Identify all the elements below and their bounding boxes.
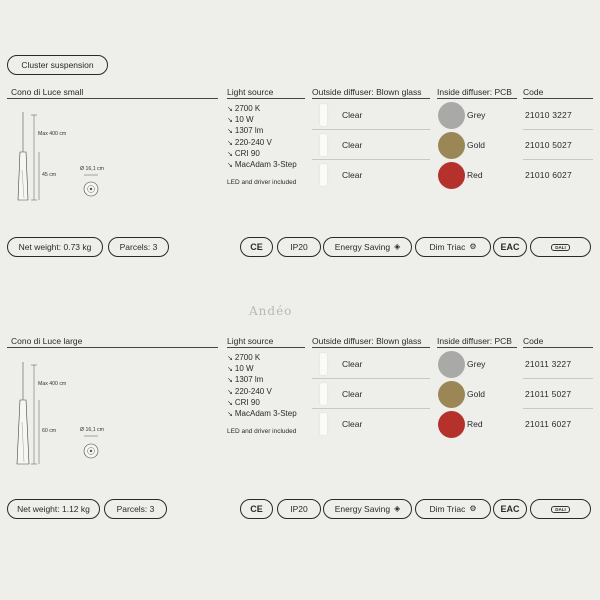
parcels: Parcels: 3 bbox=[116, 504, 155, 514]
pendant-drawing bbox=[14, 110, 114, 210]
grey-swatch bbox=[438, 351, 465, 378]
dali-pill bbox=[530, 499, 591, 519]
diffuser-swatch bbox=[320, 413, 327, 435]
spec-item: ↘ MacAdam 3-Step bbox=[227, 160, 297, 171]
pendant-drawing bbox=[14, 360, 114, 470]
ip-pill bbox=[277, 237, 321, 257]
parcels: Parcels: 3 bbox=[119, 242, 158, 252]
parcels-pill bbox=[104, 499, 167, 519]
spec-item: ↘ 220-240 V bbox=[227, 387, 297, 398]
section-title: Cluster suspension bbox=[21, 60, 94, 70]
ip-rating: IP20 bbox=[290, 504, 308, 514]
gold-swatch bbox=[438, 381, 465, 408]
section-title-pill bbox=[7, 55, 108, 75]
diffuser-swatch bbox=[320, 104, 327, 126]
red-swatch bbox=[438, 162, 465, 189]
red-swatch bbox=[438, 411, 465, 438]
led-driver-note: LED and driver included bbox=[227, 428, 297, 435]
spec-item: ↘ 10 W bbox=[227, 364, 297, 375]
outside-diffuser-value: Clear bbox=[342, 389, 363, 399]
col-rule bbox=[437, 347, 517, 348]
diffuser-swatch bbox=[320, 134, 327, 156]
dim-max-length: Max 400 cm bbox=[38, 131, 67, 137]
grey-swatch bbox=[438, 102, 465, 129]
col-head-light-source: Light source bbox=[227, 336, 274, 346]
col-head-light-source: Light source bbox=[227, 87, 274, 97]
dimmer-icon: ⚙ bbox=[469, 504, 477, 513]
spec-item: ↘ 2700 K bbox=[227, 104, 297, 115]
net-weight: Net weight: 1.12 kg bbox=[17, 504, 90, 514]
spec-item: ↘ 1307 lm bbox=[227, 375, 297, 386]
row-divider bbox=[523, 408, 593, 409]
spec-item: ↘ CRI 90 bbox=[227, 398, 297, 409]
row-divider bbox=[312, 378, 430, 379]
product-code: 21010 3227 bbox=[525, 110, 572, 120]
col-rule bbox=[227, 98, 305, 99]
dali-logo: DALI bbox=[551, 506, 570, 513]
product-name-rule bbox=[7, 347, 218, 348]
eac-mark: EAC bbox=[500, 504, 520, 514]
energy-saving-label: Energy Saving bbox=[334, 242, 391, 252]
row-divider bbox=[312, 408, 430, 409]
dim-triac-label: Dim Triac bbox=[429, 504, 466, 514]
spec-list bbox=[227, 353, 297, 420]
led-driver-note: LED and driver included bbox=[227, 179, 297, 186]
eac-mark: EAC bbox=[500, 242, 520, 252]
dim-max-length: Max 400 cm bbox=[38, 381, 67, 387]
diffuser-swatch bbox=[320, 353, 327, 375]
inside-diffuser-value: Gold bbox=[467, 140, 485, 150]
spec-item: ↘ 10 W bbox=[227, 115, 297, 126]
outside-diffuser-value: Clear bbox=[342, 170, 363, 180]
col-rule bbox=[437, 98, 517, 99]
dim-diameter: Ø 16,1 cm bbox=[80, 166, 104, 172]
dimmer-icon: ⚙ bbox=[469, 242, 477, 251]
outside-diffuser-value: Clear bbox=[342, 140, 363, 150]
ce-mark: CE bbox=[250, 504, 263, 514]
col-rule bbox=[523, 98, 593, 99]
product-name: Cono di Luce small bbox=[11, 87, 84, 97]
spec-item: ↘ 1307 lm bbox=[227, 126, 297, 137]
row-divider bbox=[312, 129, 430, 130]
inside-diffuser-value: Grey bbox=[467, 359, 486, 369]
dim-triac-label: Dim Triac bbox=[429, 242, 466, 252]
col-head-code: Code bbox=[523, 336, 544, 346]
energy-saving-pill bbox=[323, 499, 412, 519]
parcels-pill bbox=[108, 237, 169, 257]
dim-triac-pill bbox=[415, 237, 491, 257]
ip-rating: IP20 bbox=[290, 242, 308, 252]
row-divider bbox=[523, 159, 593, 160]
spec-item: ↘ 220-240 V bbox=[227, 138, 297, 149]
eac-pill bbox=[493, 237, 527, 257]
row-divider bbox=[523, 129, 593, 130]
spec-item: ↘ 2700 K bbox=[227, 353, 297, 364]
dim-triac-pill bbox=[415, 499, 491, 519]
net-weight-pill bbox=[7, 499, 100, 519]
col-rule bbox=[523, 347, 593, 348]
product-code: 21011 6027 bbox=[525, 419, 572, 429]
col-head-outside-diffuser: Outside diffuser: Blown glass bbox=[312, 87, 422, 97]
product-code: 21011 5027 bbox=[525, 389, 572, 399]
col-rule bbox=[227, 347, 305, 348]
spec-list bbox=[227, 104, 297, 171]
spec-item: ↘ MacAdam 3-Step bbox=[227, 409, 297, 420]
dim-height: 45 cm bbox=[42, 172, 57, 178]
dim-height: 60 cm bbox=[42, 428, 57, 434]
product-code: 21011 3227 bbox=[525, 359, 572, 369]
energy-saving-pill bbox=[323, 237, 412, 257]
product-name-rule bbox=[7, 98, 218, 99]
leaf-icon: ◈ bbox=[394, 242, 401, 251]
inside-diffuser-value: Grey bbox=[467, 110, 486, 120]
inside-diffuser-value: Red bbox=[467, 170, 483, 180]
col-head-inside-diffuser: Inside diffuser: PCB bbox=[437, 87, 512, 97]
dim-diameter: Ø 16,1 cm bbox=[80, 427, 104, 433]
col-head-outside-diffuser: Outside diffuser: Blown glass bbox=[312, 336, 422, 346]
ip-pill bbox=[277, 499, 321, 519]
dali-pill bbox=[530, 237, 591, 257]
col-head-inside-diffuser: Inside diffuser: PCB bbox=[437, 336, 512, 346]
brand-logo: Andéo bbox=[249, 304, 293, 318]
inside-diffuser-value: Red bbox=[467, 419, 483, 429]
ce-pill bbox=[240, 237, 273, 257]
gold-swatch bbox=[438, 132, 465, 159]
leaf-icon: ◈ bbox=[394, 504, 401, 513]
outside-diffuser-value: Clear bbox=[342, 359, 363, 369]
product-code: 21010 6027 bbox=[525, 170, 572, 180]
row-divider bbox=[523, 378, 593, 379]
outside-diffuser-value: Clear bbox=[342, 419, 363, 429]
row-divider bbox=[312, 159, 430, 160]
outside-diffuser-value: Clear bbox=[342, 110, 363, 120]
ce-pill bbox=[240, 499, 273, 519]
diffuser-swatch bbox=[320, 383, 327, 405]
net-weight-pill bbox=[7, 237, 103, 257]
net-weight: Net weight: 0.73 kg bbox=[18, 242, 92, 252]
product-code: 21010 5027 bbox=[525, 140, 572, 150]
eac-pill bbox=[493, 499, 527, 519]
col-head-code: Code bbox=[523, 87, 544, 97]
spec-item: ↘ CRI 90 bbox=[227, 149, 297, 160]
ce-mark: CE bbox=[250, 242, 263, 252]
inside-diffuser-value: Gold bbox=[467, 389, 485, 399]
dali-logo: DALI bbox=[551, 244, 570, 251]
col-rule bbox=[312, 98, 430, 99]
diffuser-swatch bbox=[320, 164, 327, 186]
energy-saving-label: Energy Saving bbox=[334, 504, 391, 514]
product-name: Cono di Luce large bbox=[11, 336, 83, 346]
col-rule bbox=[312, 347, 430, 348]
